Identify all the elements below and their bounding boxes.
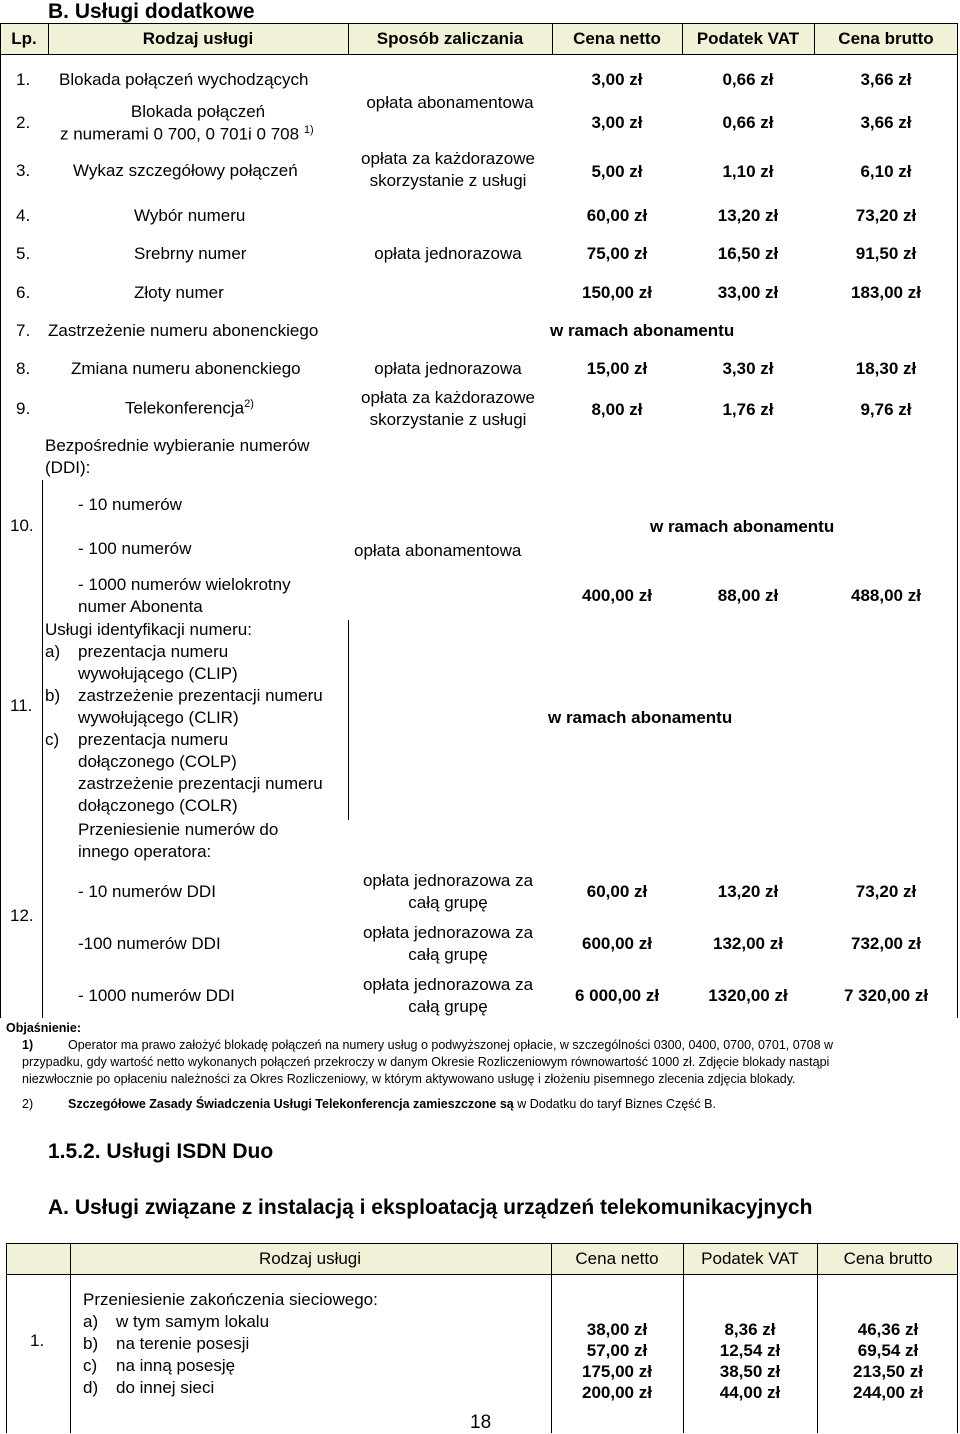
row12-title-line1: Przeniesienie numerów do [78,820,279,839]
row8-lp: 8. [16,359,31,378]
row9-name [125,398,254,419]
t2-item-a-vat: 8,36 zł [724,1320,776,1339]
t2-item-c-vat: 38,50 zł [719,1362,781,1381]
row10-option-1000-line2: numer Abonenta [78,597,203,616]
row11-lp: 11. [10,696,33,715]
row9-lp: 9. [16,399,31,418]
row12-item1-name: - 10 numerów DDI [78,882,216,901]
note2-bold: Szczegółowe Zasady Świadczenia Usługi Telekonferencja zamieszczone są [68,1097,514,1111]
row5-gross: 91,50 zł [855,244,917,263]
table1-left-border [0,55,1,1018]
note2-number: 2) [22,1097,34,1111]
row12-item3-name: - 1000 numerów DDI [78,986,235,1005]
row9-net: 8,00 zł [591,400,643,419]
header-gross: Cena brutto [838,29,934,48]
t2-item-d-text: do innej sieci [116,1378,215,1397]
header-net: Cena netto [573,29,661,48]
row1-net: 3,00 zł [591,70,643,89]
row6-net: 150,00 zł [582,283,652,302]
row8-name: Zmiana numeru abonenckiego [71,359,301,378]
t2-item-b-label: b) [83,1334,99,1353]
row11-label-b: b) [45,686,61,705]
row12-item1-method-line2: całą grupę [408,893,488,912]
row6-vat: 33,00 zł [717,283,779,302]
t2-header-vat: Podatek VAT [701,1249,799,1268]
t2-header-net: Cena netto [575,1249,659,1268]
row12-item1-vat: 13,20 zł [717,882,779,901]
row5-net: 75,00 zł [586,244,648,263]
row11-a-line1: prezentacja numeru [78,642,229,661]
row2-vat: 0,66 zł [722,113,774,132]
t2-item-c-gross: 213,50 zł [853,1362,923,1381]
note1-line1: Operator ma prawo założyć blokadę połączeń na numery usług o podwyższonej opłacie, w szczególności 0300, 0400, 0700, 0701, 0708 w [68,1038,834,1052]
row5-name: Srebrny numer [134,244,247,263]
row2-footnote-mark: 1) [303,124,314,136]
row3-gross: 6,10 zł [860,162,912,181]
t2-item-b-text: na terenie posesji [116,1334,250,1353]
row12-item2-gross: 732,00 zł [851,934,921,953]
row3-method-line2: skorzystanie z usługi [369,171,527,190]
row11-label-c: c) [45,730,60,749]
note1-number: 1) [22,1038,34,1052]
header-vat: Podatek VAT [696,29,800,48]
row8-gross: 18,30 zł [855,359,917,378]
row5-lp: 5. [16,244,31,263]
row12-item1-gross: 73,20 zł [855,882,917,901]
row10-title-line1: Bezpośrednie wybieranie numerów [45,436,310,455]
row11-c-line2: dołączonego (COLP) [78,752,237,771]
row11-included: w ramach abonamentu [548,708,733,727]
page-number: 18 [470,1412,492,1433]
row1-lp: 1. [16,70,31,89]
row9-method-line2: skorzystanie z usługi [369,410,527,429]
row4-net: 60,00 zł [586,206,648,225]
method-one-time-1: opłata jednorazowa [374,244,522,263]
row4-gross: 73,20 zł [855,206,917,225]
row8-net: 15,00 zł [586,359,648,378]
t2-item-b-gross: 69,54 zł [857,1341,919,1360]
row12-item1-net: 60,00 zł [586,882,648,901]
row12-item2-vat: 132,00 zł [713,934,783,953]
t2-item-a-gross: 46,36 zł [857,1320,919,1339]
note2-text [68,1096,716,1113]
t2-item-c-text: na inną posesję [116,1356,236,1375]
row2-lp: 2. [16,113,31,132]
row7-name: Zastrzeżenie numeru abonenckiego [48,321,319,340]
row10-title-line2: (DDI): [45,458,91,477]
t2-item-a-text: w tym samym lokalu [116,1312,270,1331]
row10-included: w ramach abonamentu [650,517,835,536]
row12-item2-name: -100 numerów DDI [78,934,221,953]
t2-item-d-vat: 44,00 zł [719,1383,781,1402]
row10-option-1000-line1: - 1000 numerów wielokrotny [78,575,291,594]
row10-vat: 88,00 zł [717,586,779,605]
method-subscription-1: opłata abonamentowa [366,93,534,112]
row7-included: w ramach abonamentu [550,321,735,340]
row10-option-100: - 100 numerów [78,539,192,558]
t2-item-c-net: 175,00 zł [582,1362,652,1381]
row11-a-line2: wywołującego (CLIP) [78,664,238,683]
t2-item-d-label: d) [83,1378,99,1397]
row6-name: Złoty numer [134,283,224,302]
section-b-title: B. Usługi dodatkowe [48,0,255,23]
row8-vat: 3,30 zł [722,359,774,378]
row12-title-line2: innego operatora: [78,842,212,861]
row12-item3-method-line2: całą grupę [408,997,488,1016]
row11-label-a: a) [45,642,61,661]
row2-name-line2 [60,124,314,145]
row12-item2-method-line2: całą grupę [408,945,488,964]
row2-name-line1: Blokada połączeń [130,102,266,121]
note1-line2: przypadku, gdy wartość netto wykonanych połączeń przekroczy w danym Okresie Rozliczeniowym równowartość 1000 zł. Zdjęcie blokady nastąpi [22,1055,830,1069]
lp-separator [42,480,43,1018]
t2-item-a-label: a) [83,1312,99,1331]
t2-header-gross: Cena brutto [843,1249,933,1268]
t2-item-c-label: c) [83,1356,98,1375]
t2-item-d-net: 200,00 zł [582,1383,652,1402]
t2-row1-lp: 1. [30,1331,45,1350]
row4-name: Wybór numeru [134,206,246,225]
row10-lp: 10. [10,516,34,535]
row11-d-line1: zastrzeżenie prezentacji numeru [78,774,323,793]
row1-name: Blokada połączeń wychodzących [59,70,309,89]
row12-item2-net: 600,00 zł [582,934,652,953]
row10-gross: 488,00 zł [851,586,921,605]
note1-line3: niezwłocznie po opłaceniu należności za Okres Rozliczeniowy, w którym aktywowano usługę i złożeniu pisemnego zlecenia zdjęcia blokady. [22,1072,796,1086]
row9-name-text: Telekonferencja [125,398,245,418]
row9-footnote-mark: 2) [244,398,254,410]
header-service: Rodzaj usługi [142,29,254,48]
row10-net: 400,00 zł [582,586,652,605]
row12-item3-net: 6 000,00 zł [574,986,660,1005]
row12-lp: 12. [10,906,34,925]
row2-net: 3,00 zł [591,113,643,132]
row3-net: 5,00 zł [591,162,643,181]
row12-item1-method-line1: opłata jednorazowa za [362,871,534,890]
note2-rest: w Dodatku do taryf Biznes Część B. [517,1097,716,1111]
t2-item-d-gross: 244,00 zł [853,1383,923,1402]
row11-d-line2: dołączonego (COLR) [78,796,238,815]
row3-method-line1: opłata za każdorazowe [361,149,535,168]
row1-vat: 0,66 zł [722,70,774,89]
section-a-title: A. Usługi związane z instalacją i eksploatacją urządzeń telekomunikacyjnych [48,1196,813,1219]
row9-vat: 1,76 zł [722,400,774,419]
row4-vat: 13,20 zł [717,206,779,225]
section-152-title: 1.5.2. Usługi ISDN Duo [48,1140,274,1163]
row3-lp: 3. [16,161,31,180]
row11-b-line2: wywołującego (CLIR) [78,708,239,727]
row9-method-line1: opłata za każdorazowe [361,388,535,407]
notes-title: Objaśnienie: [6,1021,82,1035]
t2-item-b-net: 57,00 zł [586,1341,648,1360]
row6-lp: 6. [16,283,31,302]
row4-lp: 4. [16,206,31,225]
row3-name: Wykaz szczegółowy połączeń [73,161,298,180]
row10-option-10: - 10 numerów [78,495,182,514]
row2-name-text: z numerami 0 700, 0 701i 0 708 [60,124,300,144]
table1-right-border [957,55,958,1018]
row1-gross: 3,66 zł [860,70,912,89]
row12-item3-method-line1: opłata jednorazowa za [362,975,534,994]
header-lp: Lp. [11,29,37,48]
row5-vat: 16,50 zł [717,244,779,263]
header-method: Sposób zaliczania [376,29,524,48]
t2-row1-title: Przeniesienie zakończenia sieciowego: [83,1290,378,1309]
row12-item3-vat: 1320,00 zł [708,986,788,1005]
row11-title: Usługi identyfikacji numeru: [45,620,252,639]
row11-separator [348,620,349,820]
row11-b-line1: zastrzeżenie prezentacji numeru [78,686,323,705]
row9-gross: 9,76 zł [860,400,912,419]
row6-gross: 183,00 zł [851,283,921,302]
row3-vat: 1,10 zł [722,162,774,181]
row11-c-line1: prezentacja numeru [78,730,229,749]
row12-item3-gross: 7 320,00 zł [843,986,929,1005]
row8-method: opłata jednorazowa [374,359,522,378]
row10-method: opłata abonamentowa [354,541,522,560]
t2-item-a-net: 38,00 zł [586,1320,648,1339]
t2-header-service: Rodzaj usługi [258,1249,362,1268]
row12-item2-method-line1: opłata jednorazowa za [362,923,534,942]
row7-lp: 7. [16,321,31,340]
t2-item-b-vat: 12,54 zł [719,1341,781,1360]
row2-gross: 3,66 zł [860,113,912,132]
